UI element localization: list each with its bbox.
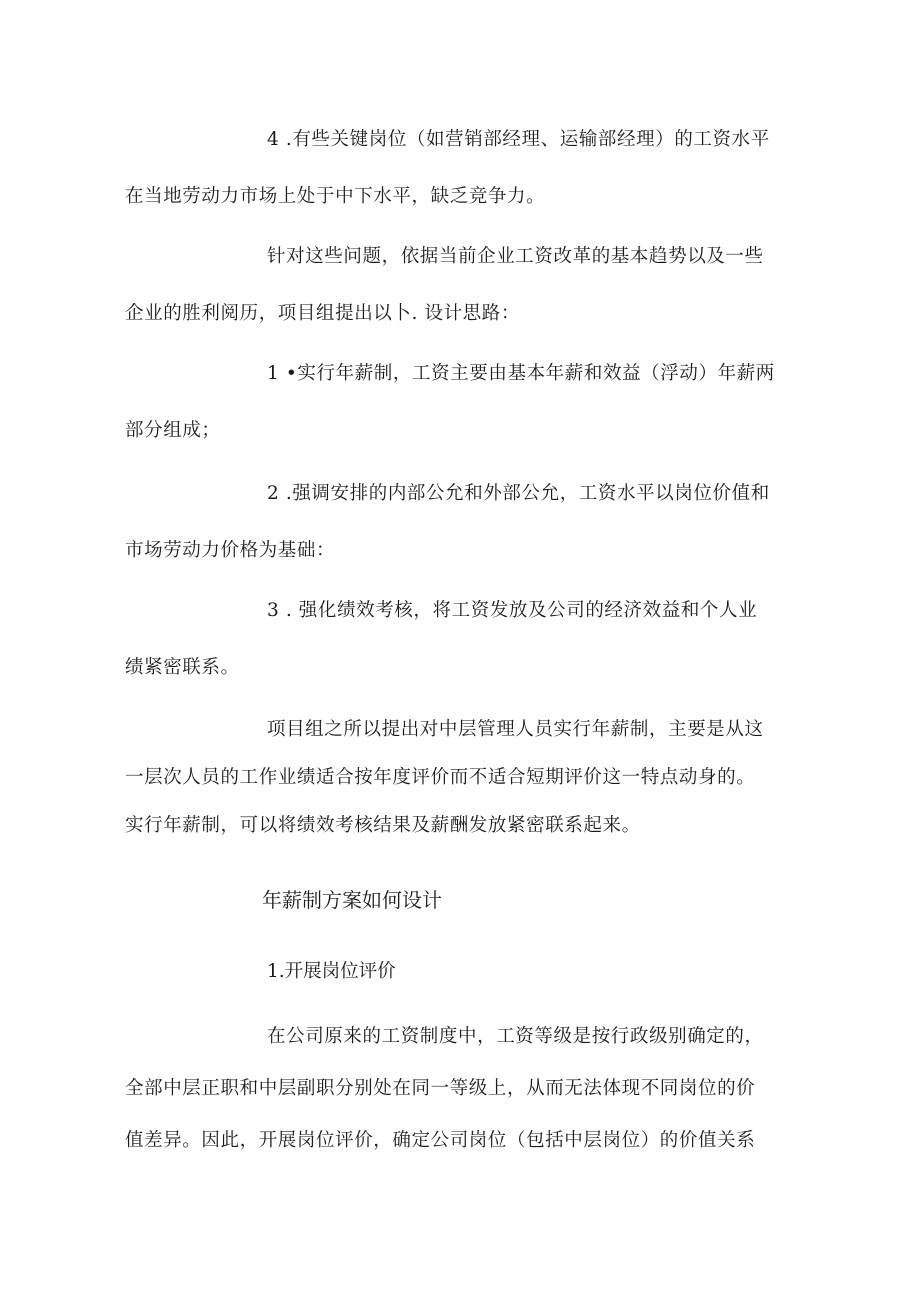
paragraph-line: 企业的胜利阅历，项目组提出以卜. 设计思路：	[125, 303, 520, 324]
paragraph-line: 部分组成；	[125, 420, 221, 441]
list-item-3	[125, 594, 805, 685]
paragraph-line: 绩紧密联系。	[125, 657, 240, 678]
paragraph-line: 4 .有些关键岗位（如营销部经理、运输部经理）的工资水平	[267, 129, 770, 150]
paragraph-line: 针对这些问题，依据当前企业工资改革的基本趋势以及一些	[267, 246, 764, 267]
subheading: 1.开展岗位评价	[267, 961, 396, 982]
paragraph-design-ideas	[125, 240, 805, 331]
paragraph-annual-salary-reason	[125, 713, 805, 843]
list-item-1	[125, 357, 805, 448]
paragraph-line: 在当地劳动力市场上处于中下水平，缺乏竞争力。	[125, 186, 546, 207]
paragraph-key-positions	[125, 123, 805, 214]
paragraph-line: 2 .强调安排的内部公允和外部公允，工资水平以岗位价值和	[267, 483, 770, 504]
paragraph-line: 全部中层正职和中层副职分别处在同一等级上，从而无法体现不同岗位的价	[125, 1078, 756, 1099]
paragraph-line: 1 •实行年薪制，工资主要由基本年薪和效益（浮动）年薪两	[267, 363, 775, 384]
paragraph-line: 值差异。因此，开展岗位评价，确定公司岗位（包括中层岗位）的价值关系	[125, 1130, 756, 1151]
section-heading: 年薪制方案如何设计	[262, 888, 442, 912]
paragraph-line: 市场劳动力价格为基础：	[125, 540, 336, 561]
paragraph-line: 3 . 强化绩效考核，将工资发放及公司的经济效益和个人业	[267, 600, 758, 621]
paragraph-job-evaluation	[125, 1020, 805, 1158]
list-item-2	[125, 477, 805, 568]
paragraph-line: 实行年薪制，可以将绩效考核结果及薪酬发放紧密联系起来。	[125, 815, 641, 836]
paragraph-line: 一层次人员的工作业绩适合按年度评价而不适合短期评价这一特点动身的。	[125, 767, 756, 788]
paragraph-line: 在公司原来的工资制度中，工资等级是按行政级别确定的，	[267, 1026, 764, 1047]
paragraph-line: 项目组之所以提出对中层管理人员实行年薪制，主要是从这	[267, 719, 764, 740]
